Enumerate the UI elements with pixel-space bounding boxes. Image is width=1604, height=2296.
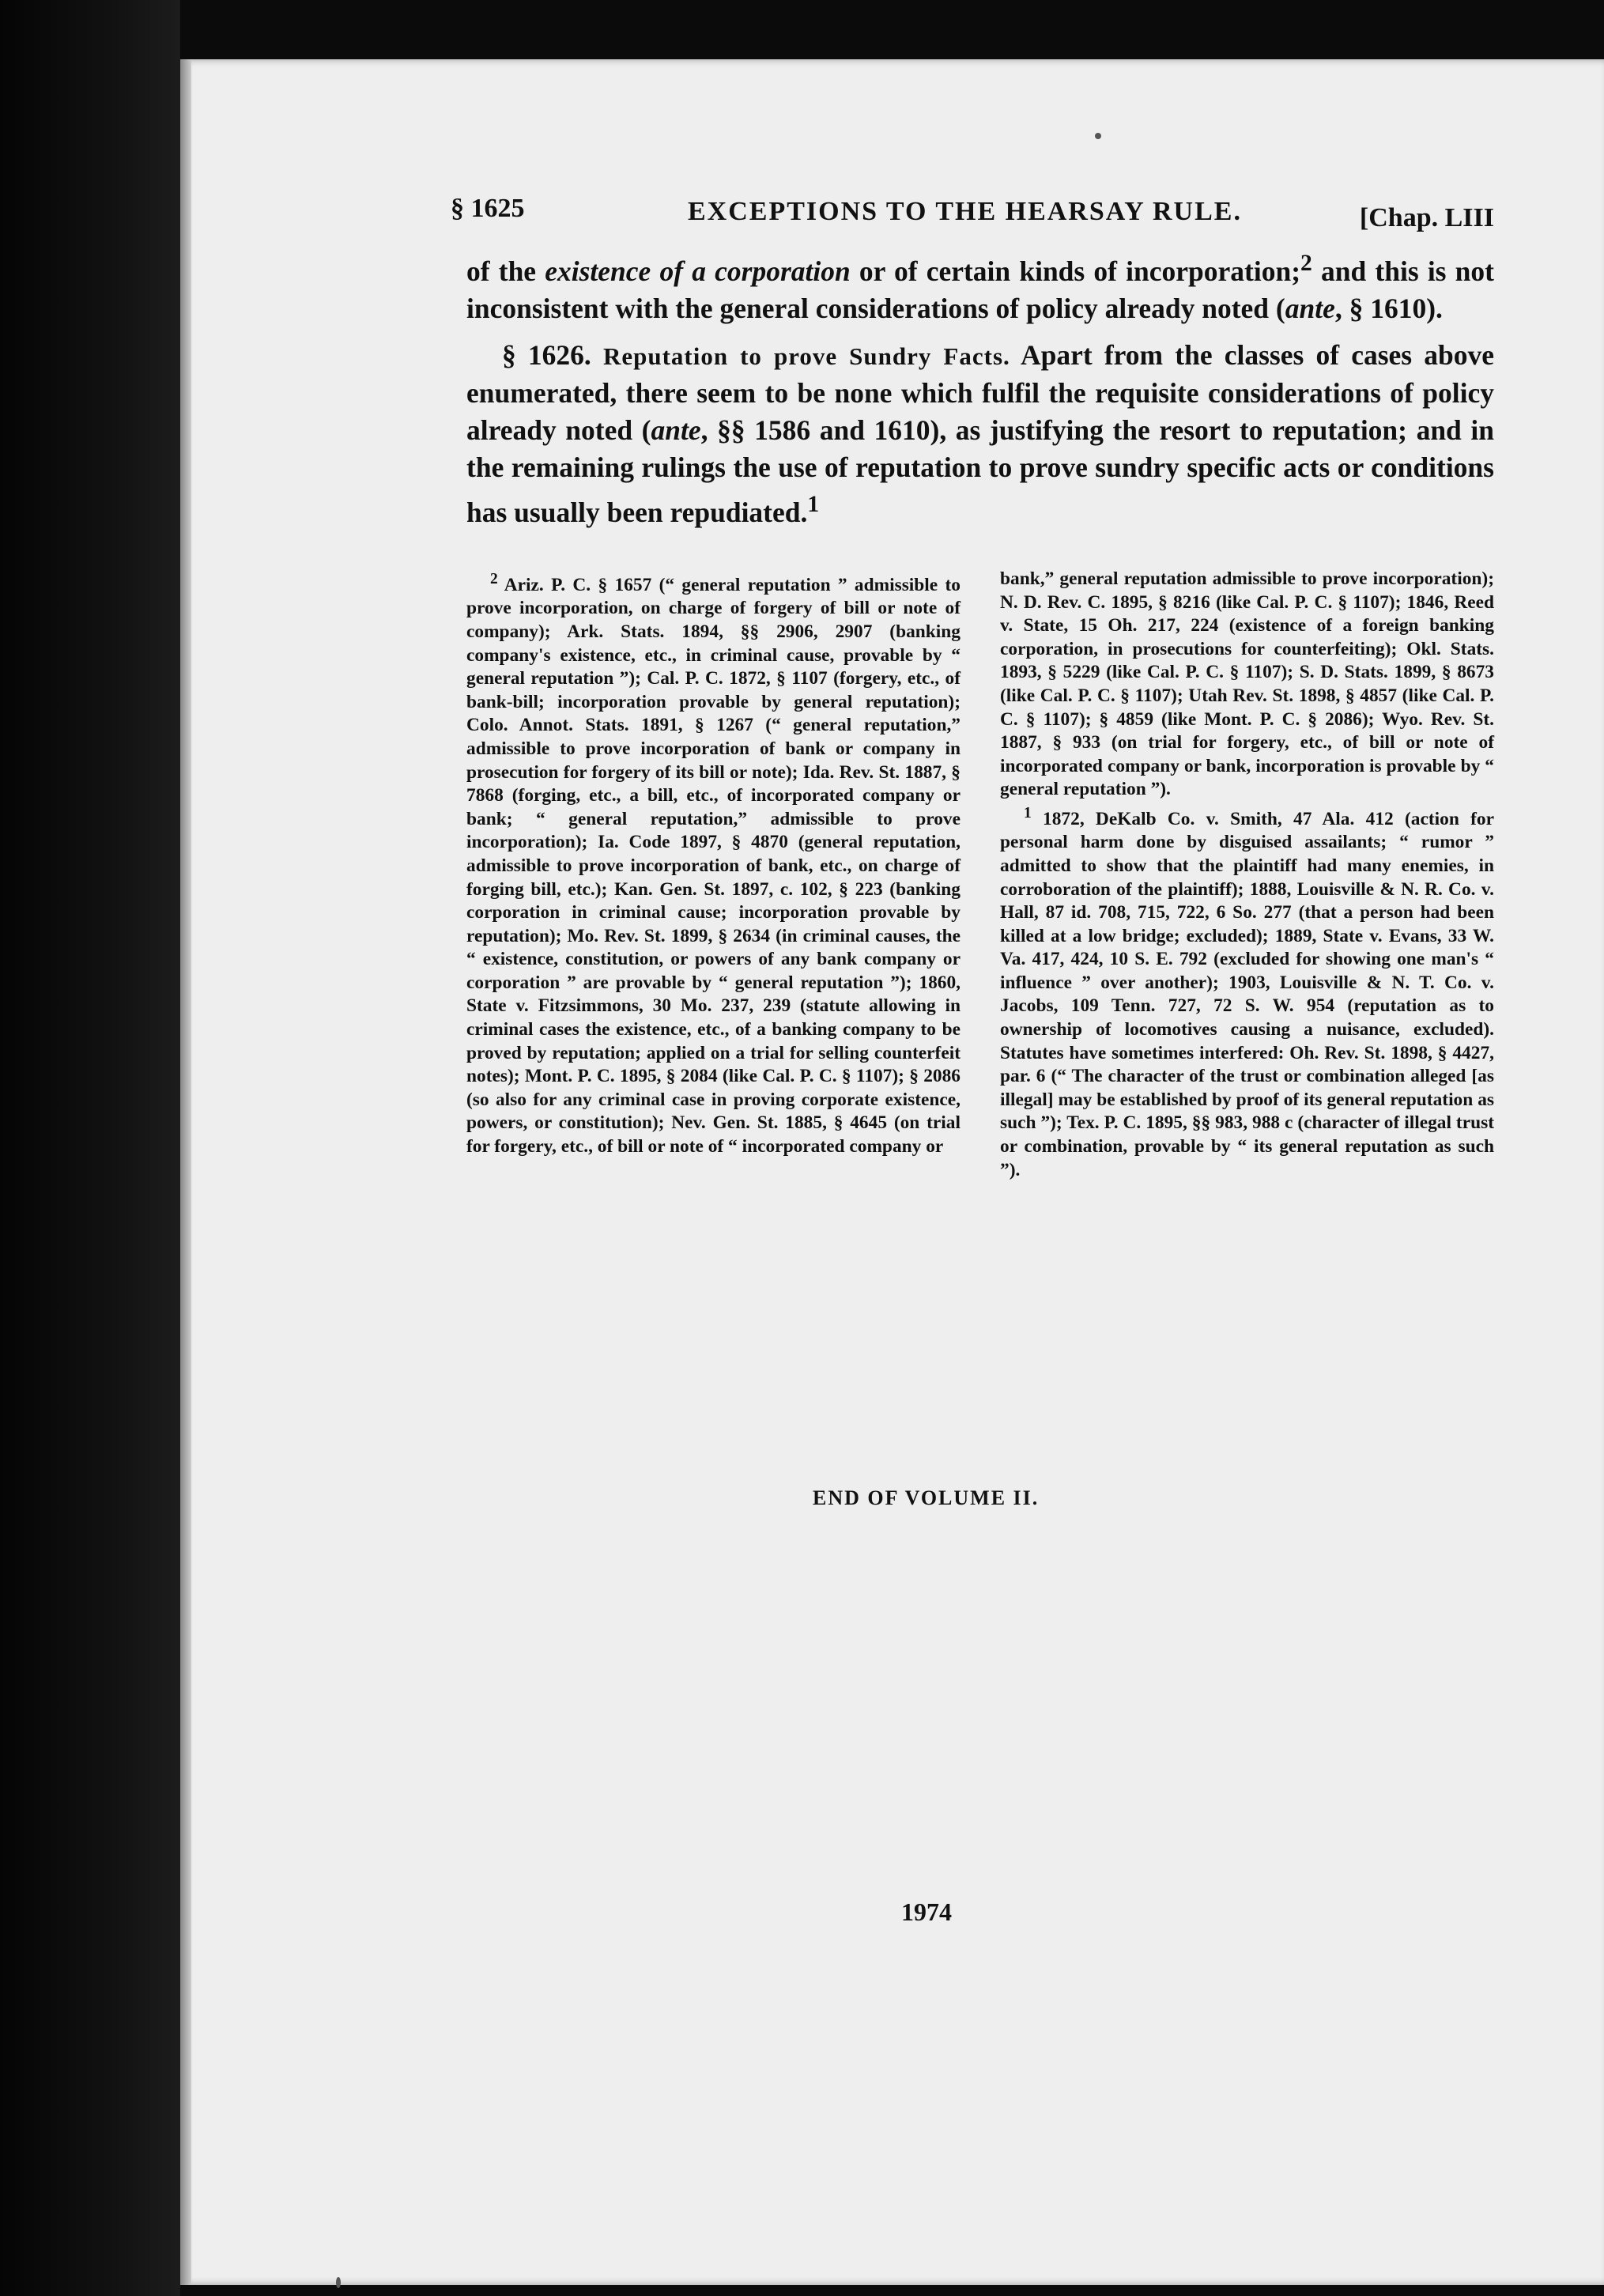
footnote-2-continued xyxy=(1000,568,1494,802)
footnote-mark: 1 xyxy=(1024,804,1032,821)
emphasis: existence of a corporation xyxy=(545,255,851,287)
page-number: 1974 xyxy=(901,1898,952,1926)
section-heading: Reputation to prove Sundry Facts. xyxy=(602,342,1010,370)
footnote-ref: 2 xyxy=(1300,251,1312,276)
footnote-column-right xyxy=(1000,568,1494,1182)
text-run: of the xyxy=(466,255,545,287)
footnote-text: 1872, DeKalb Co. v. Smith, 47 Ala. 412 (action for personal harm done by disguised assailants; “ rumor ” admitted to show that the plaintiff had many enemies, in corroboration of the plaintiff); 1888, Louisville & N. R. Co. v. Hall, 87 id. 708, 715, 722, 6 So. 277 (that a person had been killed at a low bridge; excluded); 1889, State v. Evans, 33 W. Va. 417, 424, 10 S. E. 792 (excluded for showing one man's “ influence ” over another); 1903, Louisville & N. T. Co. v. Jacobs, 109 Tenn. 727, 72 S. W. 954 (reputation as to ownership of locomotives causing a nuisance, excluded). Statutes have sometimes interfered: Oh. Rev. St. 1898, § 4427, par. 6 (“ The character of the trust or combination alleged [as illegal] may be established by proof of its general reputation as such ”); Tex. P. C. 1895, §§ 983, 988 c (character of illegal trust or combination, provable by “ its general reputation as such ”). xyxy=(1000,808,1494,1180)
footnote-text: Ariz. P. C. § 1657 (“ general reputation ” admissible to prove incorporation, on charge of forgery of bill or note of company); Ark. Stats. 1894, §§ 2906, 2907 (banking company's existence, etc., in criminal cause, provable by “ general reputation ”); Cal. P. C. 1872, § 1107 (forgery, etc., of bank-bill; incorporation provable by general reputation); Colo. Annot. Stats. 1891, § 1267 (“ general reputation,” admissible to prove incorporation of bank or company in prosecution for forgery of its bill or note); Ida. Rev. St. 1887, § 7868 (forging, etc., a bill, etc., of incorporated company or bank; “ general reputation,” admissible to prove incorporation); Ia. Code 1897, § 4870 (general reputation, admissible to prove incorporation of bank, etc., on charge of forging bill, etc.); Kan. Gen. St. 1897, c. 102, § 223 (banking corporation in criminal cause; incorporation provable by reputation); Mo. Rev. St. 1899, § 2634 (in criminal causes, the “ existence, constitution, or powers of any bank company or corporation ” are provable by “ general reputation ”); 1860, State v. Fitzsimmons, 30 Mo. 237, 239 (statute allowing in criminal cases the existence, etc., of a banking company to be proved by reputation; applied on a trial for selling counterfeit notes); Mont. P. C. 1895, § 2084 (like Cal. P. C. § 1107); § 2086 (so also for any criminal case in proving corporate existence, powers, or constitution); Nev. Gen. St. 1885, § 4645 (on trial for forgery, etc., of bill or note of “ incorporated company or xyxy=(466,574,961,1157)
running-head xyxy=(451,194,1494,241)
text-run: or of certain kinds of incorporation; xyxy=(850,255,1301,287)
paragraph-continuation xyxy=(466,245,1494,327)
emphasis: ante xyxy=(1285,292,1335,324)
text-run: , § 1610). xyxy=(1334,292,1443,324)
page-gutter xyxy=(180,59,191,2285)
scan-speck xyxy=(1095,133,1101,139)
text-run: Apart from the classes of cases above enumerated, there seem to be none which fulfil the requisite considerations of policy already noted ( xyxy=(466,338,1494,446)
main-text xyxy=(466,245,1494,531)
text-run: and this is not inconsistent with the general considerations of policy already noted ( xyxy=(466,255,1494,324)
running-head-chapter: [Chap. LIII xyxy=(1359,203,1494,232)
running-head-section: § 1625 xyxy=(451,194,525,223)
footnote-1 xyxy=(1000,802,1494,1182)
end-of-volume: END OF VOLUME II. xyxy=(813,1486,1040,1509)
footnote-mark: 2 xyxy=(490,571,498,587)
section-number: § 1626. xyxy=(502,338,591,371)
text-run: , §§ 1586 and 1610), as justifying the resort to reputation; and in the remaining rulings the use of reputation to prove sundry specific acts or conditions has usually been repudiated. xyxy=(466,414,1494,528)
footnote-2 xyxy=(466,568,961,1159)
paragraph-1626 xyxy=(466,337,1494,531)
running-head-title: EXCEPTIONS TO THE HEARSAY RULE. xyxy=(688,197,1242,226)
footnote-column-left xyxy=(466,568,961,1182)
emphasis: ante xyxy=(651,414,701,446)
footnote-text: bank,” general reputation admissible to prove incorporation); N. D. Rev. C. 1895, § 8216 (like Cal. P. C. § 1107); 1846, Reed v. State, 15 Oh. 217, 224 (existence of a foreign banking corporation, in prosecutions for counterfeiting); Okl. Stats. 1893, § 5229 (like Cal. P. C. § 1107); S. D. Stats. 1899, § 8673 (like Cal. P. C. § 1107); Utah Rev. St. 1898, § 4857 (like Cal. P. C. § 1107); § 4859 (like Mont. P. C. § 2086); Wyo. Rev. St. 1887, § 933 (on trial for forgery, etc., of bill or note of incorporated company or bank, incorporation is provable by “ general reputation ”). xyxy=(1000,568,1494,800)
footnotes xyxy=(466,568,1494,1182)
scan-speck xyxy=(336,2277,341,2288)
scanner-edge xyxy=(0,0,180,2296)
footnote-ref: 1 xyxy=(807,491,820,517)
